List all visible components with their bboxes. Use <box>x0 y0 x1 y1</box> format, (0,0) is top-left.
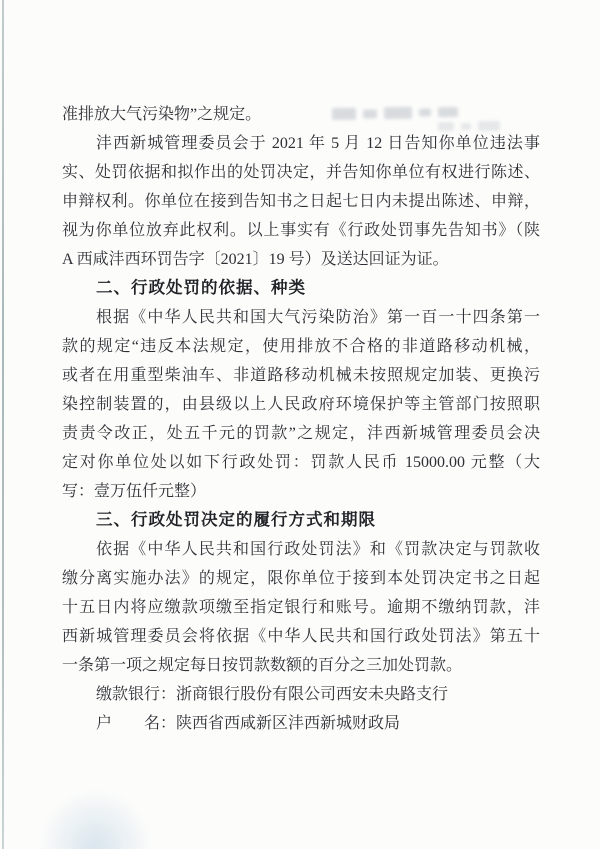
text-line: A 西咸沣西环罚告字〔2021〕19 号）及送达回证为证。 <box>62 251 449 268</box>
section-heading: 三、行政处罚决定的履行方式和期限 <box>96 511 376 529</box>
document-body <box>62 100 540 738</box>
text-line: 申辩权利。你单位在接到告知书之日起七日内未提出陈述、申辩， <box>62 193 540 210</box>
text-line: 款的规定“违反本法规定，使用排放不合格的非道路移动机械， <box>62 338 540 355</box>
text-line: 户 名：陕西省西咸新区沣西新城财政局 <box>96 715 401 732</box>
text-line: 十五日内将应缴款项缴至指定银行和账号。逾期不缴纳罚款，沣 <box>62 599 540 616</box>
text-line: 根据《中华人民共和国大气污染防治》第一百一十四条第一 <box>96 309 540 326</box>
text-line: 视为你单位放弃此权利。以上事实有《行政处罚事先告知书》（陕 <box>62 222 540 239</box>
scan-smudge <box>38 788 153 849</box>
text-line: 写：壹万伍仟元整） <box>62 483 207 500</box>
text-line: 依据《中华人民共和国行政处罚法》和《罚款决定与罚款收 <box>96 541 540 558</box>
text-line: 准排放大气污染物”之规定。 <box>62 106 262 123</box>
text-line: 责责令改正，处五千元的罚款”之规定，沣西新城管理委员会决 <box>62 425 540 442</box>
text-line: 实、处罚依据和拟作出的处罚决定，并告知你单位有权进行陈述、 <box>62 164 540 181</box>
text-line: 染控制装置的，由县级以上人民政府环境保护等主管部门按照职 <box>62 396 540 413</box>
text-line: 定对你单位处以如下行政处罚：罚款人民币 15000.00 元整（大 <box>62 454 540 471</box>
section-heading: 二、行政处罚的依据、种类 <box>96 279 306 297</box>
text-line: 一条第一项之规定每日按罚款数额的百分之三加处罚款。 <box>62 657 463 674</box>
scan-edge-line <box>2 0 4 849</box>
text-line: 缴分离实施办法》的规定，限你单位于接到本处罚决定书之日起 <box>62 570 540 587</box>
text-line: 西新城管理委员会将依据《中华人民共和国行政处罚法》第五十 <box>62 628 540 645</box>
text-line: 沣西新城管理委员会于 2021 年 5 月 12 日告知你单位违法事 <box>96 135 540 152</box>
text-line: 或者在用重型柴油车、非道路移动机械未按照规定加装、更换污 <box>62 367 540 384</box>
text-line: 缴款银行：浙商银行股份有限公司西安未央路支行 <box>96 686 449 703</box>
